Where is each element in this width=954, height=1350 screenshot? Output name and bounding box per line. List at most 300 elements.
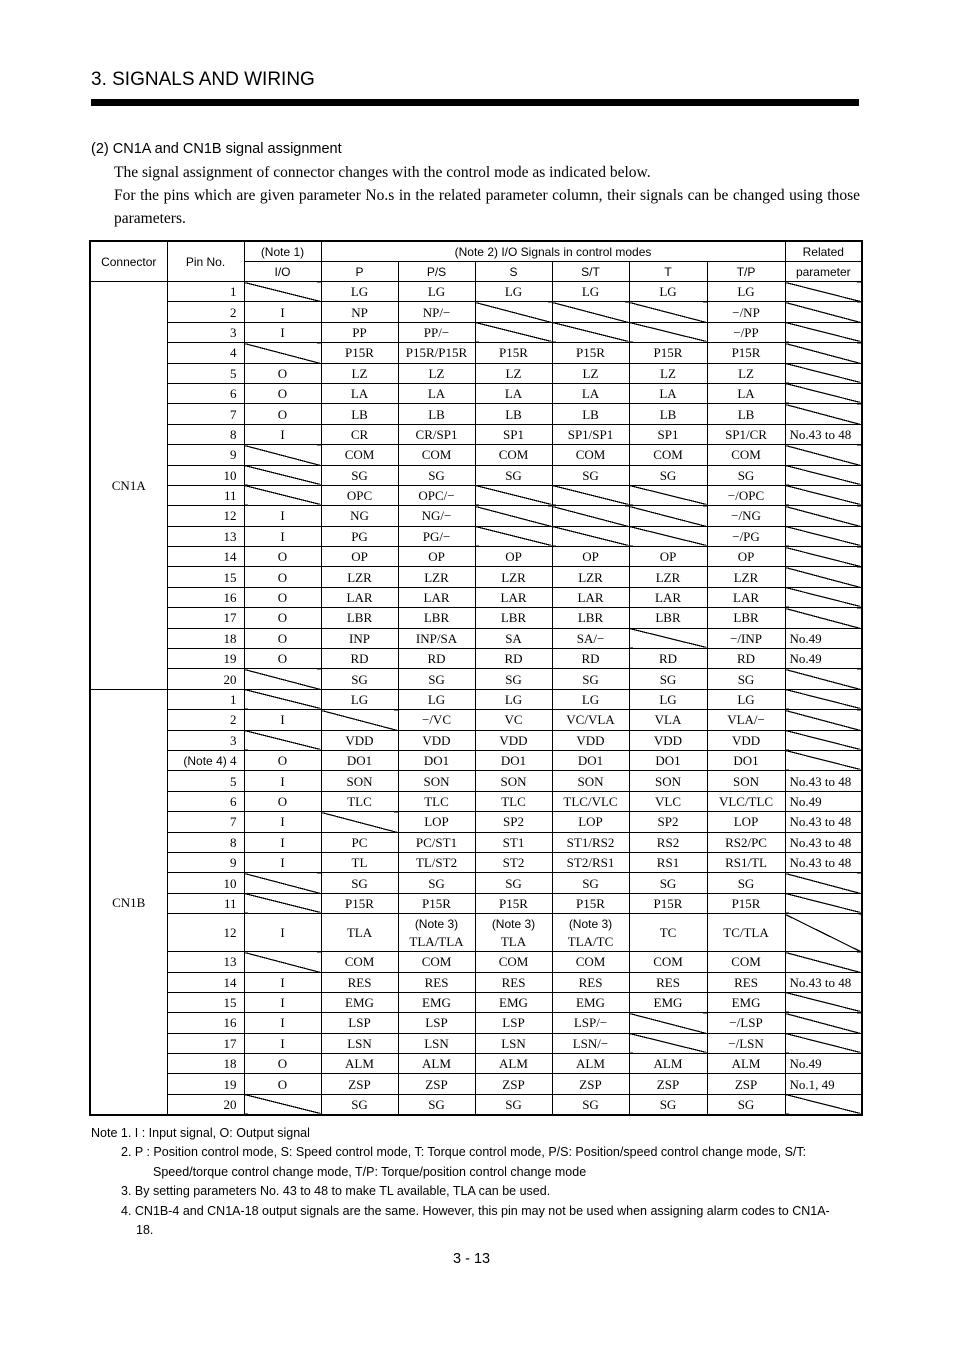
signal-s-cell <box>475 485 552 505</box>
pin-number: 2 <box>230 304 237 320</box>
signal-ps-cell: SG <box>398 873 475 893</box>
pin-number: 13 <box>223 528 237 544</box>
signal-s-cell: SP2 <box>475 812 552 832</box>
signal-ps-cell: LSN <box>398 1033 475 1053</box>
io-cell: O <box>244 628 321 648</box>
pin-number-cell <box>167 547 244 567</box>
pin-number: 3 <box>230 324 237 340</box>
pin-number: 9 <box>230 447 237 463</box>
signal-tp-cell: SG <box>707 873 785 893</box>
signal-t-cell: TC <box>629 914 707 952</box>
related-parameter-cell <box>785 1094 862 1115</box>
pin-number: 10 <box>223 875 237 891</box>
io-cell: I <box>244 852 321 872</box>
signal-tp-cell: −/PG <box>707 526 785 546</box>
cn1b-row <box>90 791 862 811</box>
signal-p-cell: INP <box>321 628 398 648</box>
signal-p-cell: CR <box>321 424 398 444</box>
signal-p-cell <box>321 710 398 730</box>
pin-number-cell <box>167 282 244 302</box>
related-parameter-cell <box>785 363 862 383</box>
io-cell: O <box>244 567 321 587</box>
signal-tp-cell: LG <box>707 282 785 302</box>
cn1b-row <box>90 1013 862 1033</box>
signal-t-cell <box>629 1013 707 1033</box>
cn1b-row <box>90 689 862 709</box>
signal-p-cell: PG <box>321 526 398 546</box>
pin-note: (Note 4) <box>183 753 227 768</box>
signal-p-cell: LSN <box>321 1033 398 1053</box>
signal-t-cell: P15R <box>629 343 707 363</box>
related-parameter-cell: No.43 to 48 <box>785 771 862 791</box>
io-cell: I <box>244 1013 321 1033</box>
signal-tp-cell: EMG <box>707 992 785 1012</box>
signal-p-cell: ZSP <box>321 1074 398 1094</box>
signal-p-cell: LA <box>321 383 398 403</box>
signal-p-cell: SG <box>321 1094 398 1115</box>
signal-s-cell: SA <box>475 628 552 648</box>
note-3-ref: (Note 3) <box>414 916 459 931</box>
pin-number: 8 <box>230 834 237 850</box>
signal-tp-cell: DO1 <box>707 750 785 770</box>
header-pin-no: Pin No. <box>167 241 244 282</box>
signal-t-cell: LB <box>629 404 707 424</box>
signal-s-cell: COM <box>475 445 552 465</box>
signal-st-cell: COM <box>552 952 629 972</box>
signal-p-cell: TL <box>321 852 398 872</box>
related-parameter-cell <box>785 710 862 730</box>
io-cell <box>244 893 321 913</box>
signal-st-cell: SG <box>552 465 629 485</box>
signal-s-cell: LG <box>475 689 552 709</box>
signal-s-cell: TLC <box>475 791 552 811</box>
cn1a-row <box>90 649 862 669</box>
related-parameter-cell <box>785 1013 862 1033</box>
signal-ps-cell: COM <box>398 445 475 465</box>
signal-s-cell: RD <box>475 649 552 669</box>
page-number: 3 - 13 <box>453 1251 491 1267</box>
cn1a-row <box>90 445 862 465</box>
header-mode-p: P <box>321 262 398 282</box>
signal-ps-cell: RD <box>398 649 475 669</box>
signal-p-cell: P15R <box>321 893 398 913</box>
io-cell: O <box>244 791 321 811</box>
signal-p-cell: LG <box>321 689 398 709</box>
pin-number-cell <box>167 873 244 893</box>
cn1a-row <box>90 404 862 424</box>
signal-ps-cell: EMG <box>398 992 475 1012</box>
signal-st-cell <box>552 322 629 342</box>
io-cell: O <box>244 608 321 628</box>
signal-t-cell <box>629 302 707 322</box>
signal-ps-cell: PG/− <box>398 526 475 546</box>
signal-st-cell: SG <box>552 669 629 689</box>
cn1a-row <box>90 322 862 342</box>
signal-p-cell: SG <box>321 465 398 485</box>
signal-ps-cell: NP/− <box>398 302 475 322</box>
signal-t-cell: ALM <box>629 1054 707 1074</box>
io-cell <box>244 282 321 302</box>
signal-st-cell: LZR <box>552 567 629 587</box>
header-mode-tp: T/P <box>707 262 785 282</box>
signal-ps-cell: CR/SP1 <box>398 424 475 444</box>
cn1b-row <box>90 1094 862 1115</box>
signal-tp-cell: ALM <box>707 1054 785 1074</box>
signal-t-cell: ZSP <box>629 1074 707 1094</box>
pin-number-cell <box>167 771 244 791</box>
chapter-title: 3. SIGNALS AND WIRING <box>91 69 315 90</box>
pin-number: 8 <box>230 426 237 442</box>
signal-p-cell: RES <box>321 972 398 992</box>
cn1b-row <box>90 1033 862 1053</box>
signal-st-cell: LA <box>552 383 629 403</box>
cn1b-row <box>90 710 862 730</box>
signal-tp-cell: OP <box>707 547 785 567</box>
io-cell: I <box>244 526 321 546</box>
signal-t-cell <box>629 628 707 648</box>
cn1b-row <box>90 750 862 770</box>
signal-ps-cell: RES <box>398 972 475 992</box>
related-parameter-cell <box>785 689 862 709</box>
signal-ps-cell: TLC <box>398 791 475 811</box>
signal-ps-cell: SON <box>398 771 475 791</box>
pin-number-cell <box>167 587 244 607</box>
cn1a-row <box>90 282 862 302</box>
signal-tp-cell: −/LSP <box>707 1013 785 1033</box>
signal-p-cell: PP <box>321 322 398 342</box>
io-cell <box>244 669 321 689</box>
signal-s-cell: ALM <box>475 1054 552 1074</box>
signal-ps-cell: INP/SA <box>398 628 475 648</box>
signal-s-cell: LG <box>475 282 552 302</box>
signal-t-cell: LG <box>629 282 707 302</box>
related-parameter-cell <box>785 992 862 1012</box>
signal-st-cell: RD <box>552 649 629 669</box>
signal-ps-cell: SG <box>398 669 475 689</box>
related-parameter-cell <box>785 302 862 322</box>
related-parameter-cell <box>785 282 862 302</box>
signal-p-cell: LZ <box>321 363 398 383</box>
signal-value: TLA/TC <box>567 933 614 949</box>
signal-p-cell: SG <box>321 669 398 689</box>
signal-ps-cell: LG <box>398 689 475 709</box>
signal-ps-cell: TL/ST2 <box>398 852 475 872</box>
signal-s-cell: SG <box>475 465 552 485</box>
signal-s-cell: OP <box>475 547 552 567</box>
signal-ps-cell: SG <box>398 465 475 485</box>
related-parameter-cell: No.43 to 48 <box>785 812 862 832</box>
cn1a-row <box>90 465 862 485</box>
pin-number-cell <box>167 791 244 811</box>
signal-tp-cell: LZR <box>707 567 785 587</box>
signal-s-cell: ZSP <box>475 1074 552 1094</box>
header-mode-ps: P/S <box>398 262 475 282</box>
related-parameter-cell: No.1, 49 <box>785 1074 862 1094</box>
io-cell: I <box>244 992 321 1012</box>
signal-p-cell <box>321 812 398 832</box>
signal-tp-cell: −/NP <box>707 302 785 322</box>
related-parameter-cell <box>785 343 862 363</box>
signal-ps-cell: LB <box>398 404 475 424</box>
signal-t-cell: SG <box>629 465 707 485</box>
cn1b-row <box>90 730 862 750</box>
signal-s-cell <box>475 506 552 526</box>
signal-t-cell: SP2 <box>629 812 707 832</box>
signal-st-cell: P15R <box>552 893 629 913</box>
io-cell <box>244 485 321 505</box>
signal-s-cell: P15R <box>475 893 552 913</box>
pin-number-cell <box>167 669 244 689</box>
signal-p-cell: NP <box>321 302 398 322</box>
pin-number: 7 <box>230 814 237 830</box>
note-2-continued: Speed/torque control change mode, T/P: Torque/position control change mode <box>153 1164 587 1179</box>
signal-ps-cell: SG <box>398 1094 475 1115</box>
signal-tp-cell: VLA/− <box>707 710 785 730</box>
pin-number-cell <box>167 343 244 363</box>
io-cell: I <box>244 710 321 730</box>
pin-number: 13 <box>223 954 237 970</box>
related-parameter-cell <box>785 873 862 893</box>
io-cell: I <box>244 506 321 526</box>
signal-ps-cell: ALM <box>398 1054 475 1074</box>
cn1a-row <box>90 608 862 628</box>
pin-number-cell <box>167 952 244 972</box>
related-parameter-cell: No.43 to 48 <box>785 832 862 852</box>
cn1b-connector-label: CN1B <box>90 689 167 1115</box>
pin-number-cell <box>167 567 244 587</box>
header-io: I/O <box>244 262 321 282</box>
signal-p-cell: OPC <box>321 485 398 505</box>
pin-number: 15 <box>223 995 237 1011</box>
signal-ps-cell: DO1 <box>398 750 475 770</box>
signal-ps-cell: OP <box>398 547 475 567</box>
signal-t-cell <box>629 506 707 526</box>
pin-number-cell <box>167 424 244 444</box>
signal-ps-cell: PC/ST1 <box>398 832 475 852</box>
related-parameter-cell <box>785 526 862 546</box>
related-parameter-cell <box>785 404 862 424</box>
signal-st-cell <box>552 506 629 526</box>
related-parameter-cell <box>785 669 862 689</box>
pin-number: 16 <box>223 1015 237 1031</box>
cn1a-row <box>90 628 862 648</box>
signal-s-cell: LSP <box>475 1013 552 1033</box>
pin-number: 12 <box>223 508 237 524</box>
signal-st-cell: COM <box>552 445 629 465</box>
cn1a-connector-label: CN1A <box>90 282 167 690</box>
signal-tp-cell: VLC/TLC <box>707 791 785 811</box>
related-parameter-cell: No.49 <box>785 628 862 648</box>
io-cell: I <box>244 302 321 322</box>
signal-tp-cell: LZ <box>707 363 785 383</box>
intro-paragraph-1: The signal assignment of connector changes with the control mode as indicated below. <box>114 164 651 181</box>
pin-number: 20 <box>223 1097 237 1113</box>
signal-p-cell: ALM <box>321 1054 398 1074</box>
pin-number-cell <box>167 1013 244 1033</box>
signal-tp-cell: RD <box>707 649 785 669</box>
signal-t-cell: RS1 <box>629 852 707 872</box>
signal-t-cell: VLA <box>629 710 707 730</box>
io-cell: I <box>244 832 321 852</box>
related-parameter-cell <box>785 914 862 952</box>
signal-st-cell: ST2/RS1 <box>552 852 629 872</box>
io-cell: O <box>244 1074 321 1094</box>
pin-number-cell <box>167 1074 244 1094</box>
signal-tp-cell: SP1/CR <box>707 424 785 444</box>
signal-tp-cell: LG <box>707 689 785 709</box>
signal-ps-cell: LSP <box>398 1013 475 1033</box>
signal-s-cell: SP1 <box>475 424 552 444</box>
pin-number: 6 <box>230 386 237 402</box>
pin-number-cell <box>167 465 244 485</box>
io-cell: I <box>244 424 321 444</box>
io-cell <box>244 952 321 972</box>
note-4-continued: 18. <box>136 1223 154 1238</box>
signal-p-cell: TLC <box>321 791 398 811</box>
related-parameter-cell <box>785 445 862 465</box>
related-parameter-cell: No.43 to 48 <box>785 852 862 872</box>
signal-p-cell: DO1 <box>321 750 398 770</box>
signal-s-cell: SON <box>475 771 552 791</box>
signal-st-cell: VC/VLA <box>552 710 629 730</box>
signal-assignment-table <box>89 240 863 1116</box>
pin-number-cell <box>167 485 244 505</box>
section-heading: (2) CN1A and CN1B signal assignment <box>91 141 342 157</box>
signal-ps-cell: LA <box>398 383 475 403</box>
signal-st-cell: OP <box>552 547 629 567</box>
signal-st-cell: TLC/VLC <box>552 791 629 811</box>
pin-number: 1 <box>230 692 237 707</box>
io-cell: I <box>244 972 321 992</box>
header-io-note: (Note 1) <box>244 241 321 262</box>
signal-t-cell: COM <box>629 952 707 972</box>
pin-number: 2 <box>230 712 237 728</box>
signal-t-cell: LZR <box>629 567 707 587</box>
io-cell <box>244 465 321 485</box>
signal-s-cell <box>475 322 552 342</box>
related-parameter-cell <box>785 1033 862 1053</box>
signal-tp-cell: VDD <box>707 730 785 750</box>
related-parameter-cell: No.43 to 48 <box>785 972 862 992</box>
pin-number: 15 <box>223 569 237 585</box>
signal-t-cell: SG <box>629 873 707 893</box>
pin-number: 19 <box>223 1076 237 1092</box>
signal-t-cell: EMG <box>629 992 707 1012</box>
signal-s-cell: ST1 <box>475 832 552 852</box>
signal-tp-cell: −/INP <box>707 628 785 648</box>
signal-s-cell: LZR <box>475 567 552 587</box>
related-parameter-cell <box>785 383 862 403</box>
cn1b-row <box>90 1074 862 1094</box>
title-rule <box>91 99 859 106</box>
pin-number: 14 <box>223 974 237 990</box>
signal-st-cell: VDD <box>552 730 629 750</box>
signal-p-cell: SON <box>321 771 398 791</box>
cn1b-row <box>90 852 862 872</box>
pin-number-cell <box>167 1054 244 1074</box>
pin-number: 11 <box>223 488 237 504</box>
pin-number: 6 <box>230 793 237 809</box>
signal-t-cell: RS2 <box>629 832 707 852</box>
pin-number-cell <box>167 628 244 648</box>
signal-st-cell: ST1/RS2 <box>552 832 629 852</box>
signal-p-cell: LZR <box>321 567 398 587</box>
signal-st-cell: P15R <box>552 343 629 363</box>
signal-s-cell: LAR <box>475 587 552 607</box>
pin-number-cell <box>167 750 244 770</box>
signal-st-cell <box>552 302 629 322</box>
cn1a-row <box>90 485 862 505</box>
related-parameter-cell <box>785 465 862 485</box>
pin-number: 7 <box>230 406 237 422</box>
cn1a-row <box>90 506 862 526</box>
signal-p-cell: LSP <box>321 1013 398 1033</box>
signal-tp-cell: LB <box>707 404 785 424</box>
header-modes-group: (Note 2) I/O Signals in control modes <box>321 241 785 262</box>
pin-number: 17 <box>223 1035 237 1051</box>
io-cell <box>244 873 321 893</box>
signal-s-cell: LA <box>475 383 552 403</box>
cn1b-row <box>90 1054 862 1074</box>
signal-st-cell <box>552 914 629 952</box>
signal-t-cell: LZ <box>629 363 707 383</box>
signal-st-cell: SG <box>552 873 629 893</box>
signal-s-cell <box>475 302 552 322</box>
signal-s-cell: COM <box>475 952 552 972</box>
signal-ps-cell <box>398 914 475 952</box>
pin-number-cell <box>167 893 244 913</box>
pin-number-cell <box>167 445 244 465</box>
cn1b-row <box>90 893 862 913</box>
io-cell: O <box>244 547 321 567</box>
signal-st-cell: LSP/− <box>552 1013 629 1033</box>
signal-s-cell: LZ <box>475 363 552 383</box>
signal-p-cell: COM <box>321 445 398 465</box>
signal-tp-cell: SON <box>707 771 785 791</box>
signal-tp-cell: −/OPC <box>707 485 785 505</box>
cn1a-row <box>90 547 862 567</box>
signal-st-cell: EMG <box>552 992 629 1012</box>
signal-ps-cell: P15R/P15R <box>398 343 475 363</box>
related-parameter-cell: No.43 to 48 <box>785 424 862 444</box>
signal-t-cell: P15R <box>629 893 707 913</box>
signal-st-cell: SON <box>552 771 629 791</box>
signal-tp-cell: RES <box>707 972 785 992</box>
header-mode-s: S <box>475 262 552 282</box>
related-parameter-cell <box>785 730 862 750</box>
io-cell <box>244 1094 321 1115</box>
signal-s-cell: SG <box>475 669 552 689</box>
signal-ps-cell: LBR <box>398 608 475 628</box>
io-cell: I <box>244 322 321 342</box>
signal-t-cell <box>629 1033 707 1053</box>
cn1a-row <box>90 343 862 363</box>
signal-p-cell: LAR <box>321 587 398 607</box>
related-parameter-cell <box>785 587 862 607</box>
pin-number: 5 <box>230 365 237 381</box>
pin-number-cell <box>167 730 244 750</box>
signal-s-cell: RES <box>475 972 552 992</box>
signal-st-cell: LZ <box>552 363 629 383</box>
signal-s-cell: LB <box>475 404 552 424</box>
signal-s-cell: VC <box>475 710 552 730</box>
io-cell: O <box>244 363 321 383</box>
signal-ps-cell: COM <box>398 952 475 972</box>
signal-tp-cell: SG <box>707 1094 785 1115</box>
signal-tp-cell: LOP <box>707 812 785 832</box>
signal-ps-cell: ZSP <box>398 1074 475 1094</box>
related-parameter-cell <box>785 608 862 628</box>
